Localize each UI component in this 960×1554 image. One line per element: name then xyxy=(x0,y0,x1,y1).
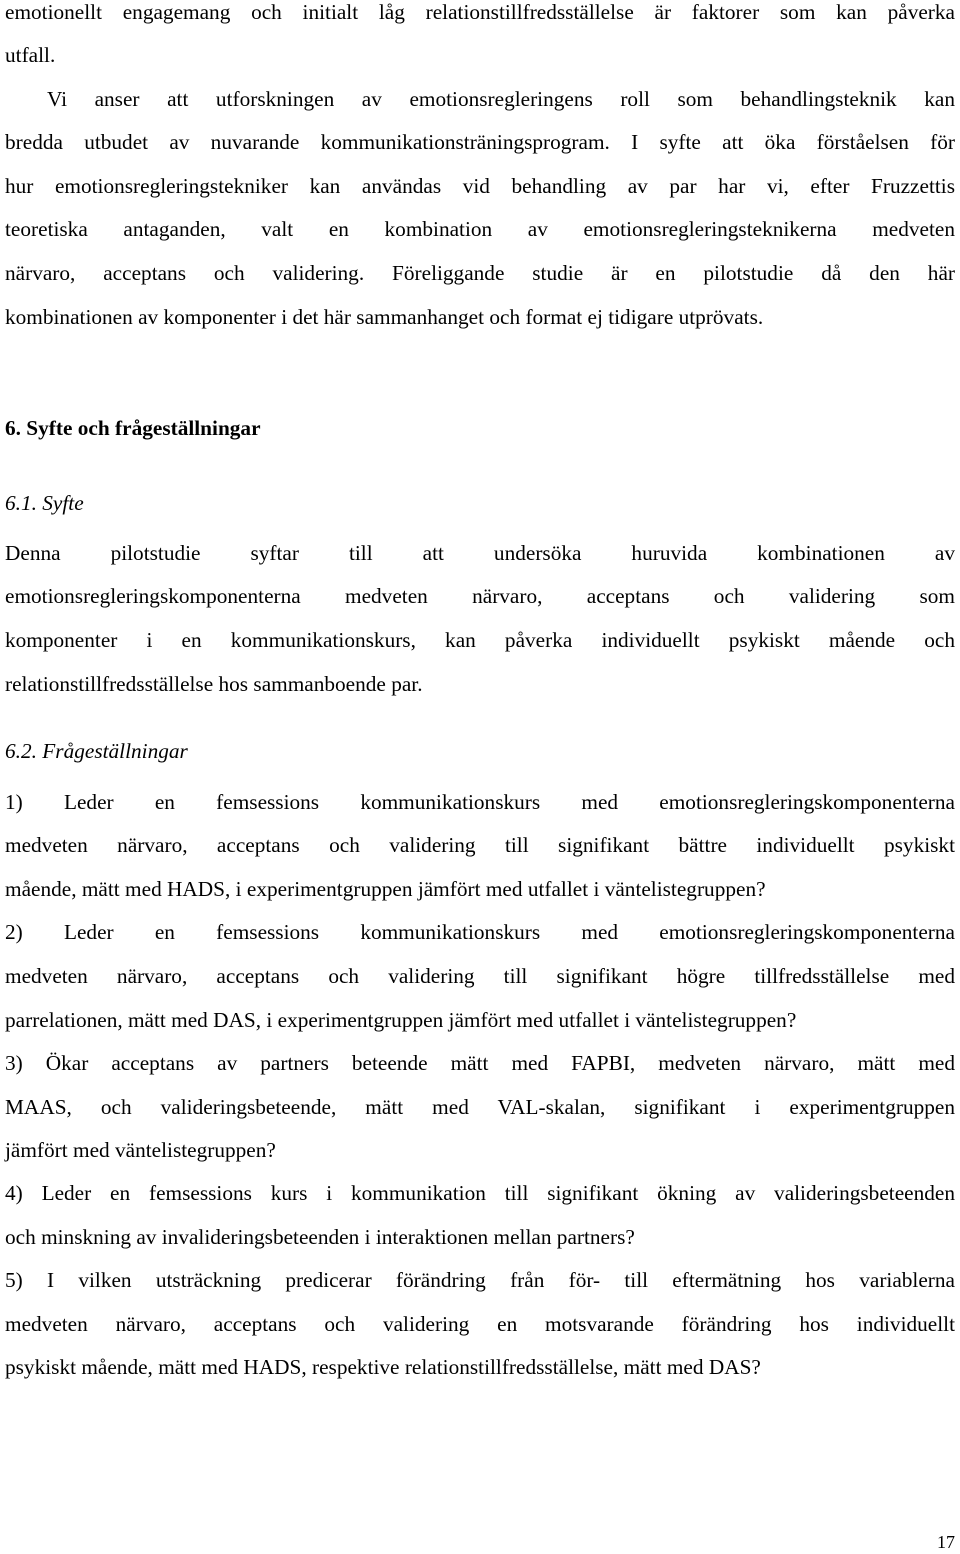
question-line: 4) Leder en femsessions kurs i kommunikation till signifikant ökning av valideringsbeteenden xyxy=(5,1181,955,1205)
question-line: medveten närvaro, acceptans och validering till signifikant bättre individuellt psykiskt xyxy=(5,833,955,857)
paragraph-line: relationstillfredsställelse hos sammanboende par. xyxy=(5,672,423,696)
paragraph-line: komponenter i en kommunikationskurs, kan påverka individuellt psykiskt mående och xyxy=(5,628,955,652)
intro-line: emotionellt engagemang och initialt låg relationstillfredsställelse är faktorer som kan påverka xyxy=(5,0,955,24)
question-line: MAAS, och valideringsbeteende, mätt med VAL-skalan, signifikant i experimentgruppen xyxy=(5,1095,955,1119)
question-line: 1) Leder en femsessions kommunikationskurs med emotionsregleringskomponenterna xyxy=(5,790,955,814)
intro-line: bredda utbudet av nuvarande kommunikationsträningsprogram. I syfte att öka förståelsen för xyxy=(5,130,955,154)
intro-line: närvaro, acceptans och validering. Föreliggande studie är en pilotstudie då den här xyxy=(5,261,955,285)
paragraph-line: Denna pilotstudie syftar till att undersöka huruvida kombinationen av xyxy=(5,541,955,565)
question-line: 3) Ökar acceptans av partners beteende mätt med FAPBI, medveten närvaro, mätt med xyxy=(5,1051,955,1075)
question-line: parrelationen, mätt med DAS, i experimentgruppen jämfört med utfallet i väntelistegruppen? xyxy=(5,1008,797,1032)
question-line: jämfört med väntelistegruppen? xyxy=(5,1138,276,1162)
question-line: psykiskt mående, mätt med HADS, respektive relationstillfredsställelse, mätt med DAS? xyxy=(5,1355,761,1379)
intro-line: utfall. xyxy=(5,43,56,67)
intro-line: kombinationen av komponenter i det här sammanhanget och format ej tidigare utprövats. xyxy=(5,305,764,329)
question-line: mående, mätt med HADS, i experimentgruppen jämfört med utfallet i väntelistegruppen? xyxy=(5,877,766,901)
question-line: 2) Leder en femsessions kommunikationskurs med emotionsregleringskomponenterna xyxy=(5,920,955,944)
intro-line: hur emotionsregleringstekniker kan användas vid behandling av par har vi, efter Fruzzettis xyxy=(5,174,955,198)
intro-line: Vi anser att utforskningen av emotionsregleringens roll som behandlingsteknik kan xyxy=(47,87,955,111)
question-line: och minskning av invalideringsbeteenden i interaktionen mellan partners? xyxy=(5,1225,635,1249)
intro-line: teoretiska antaganden, valt en kombination av emotionsregleringsteknikerna medveten xyxy=(5,217,955,241)
page-number: 17 xyxy=(937,1532,955,1552)
paragraph-line: emotionsregleringskomponenterna medveten närvaro, acceptans och validering som xyxy=(5,584,955,608)
section-heading: 6. Syfte och frågeställningar xyxy=(5,416,261,440)
subsection-heading: 6.1. Syfte xyxy=(5,491,84,515)
question-line: medveten närvaro, acceptans och validering en motsvarande förändring hos individuellt xyxy=(5,1312,955,1336)
question-line: 5) I vilken utsträckning predicerar förändring från för- till eftermätning hos variablerna xyxy=(5,1268,955,1292)
question-line: medveten närvaro, acceptans och validering till signifikant högre tillfredsställelse med xyxy=(5,964,955,988)
subsection-heading: 6.2. Frågeställningar xyxy=(5,739,188,763)
